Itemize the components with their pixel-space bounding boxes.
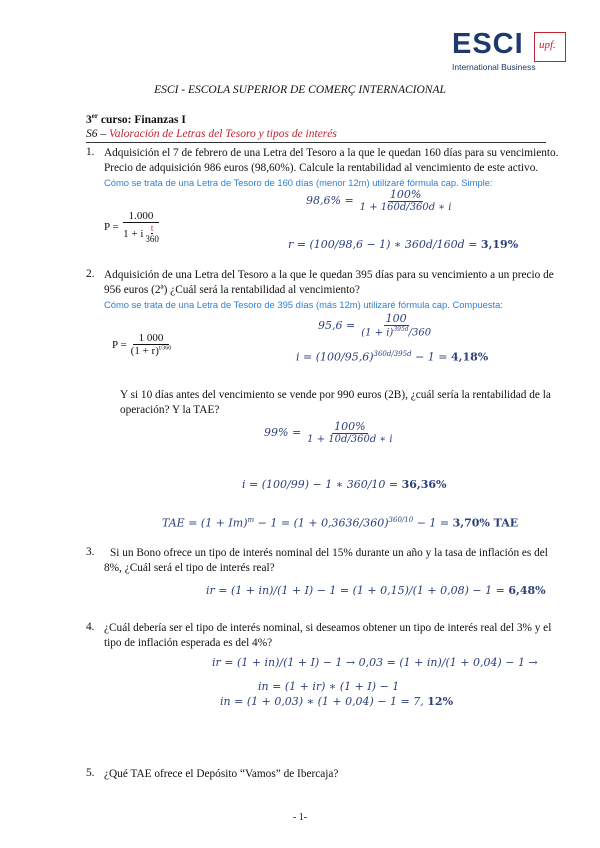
q3-text-line1: Si un Bono ofrece un tipo de interés nominal del 15% durante un año y la tasa de inflación es del: [110, 547, 548, 559]
q2-eq5-result: 3,70% TAE: [452, 516, 519, 530]
q2-eq3-num: 100%: [334, 420, 366, 433]
q2-eq2: [296, 350, 488, 364]
q4-eq3: [220, 695, 453, 708]
school-header: ESCI - ESCOLA SUPERIOR DE COMERÇ INTERNACIONAL: [154, 84, 446, 96]
q2-text-line1: Adquisición de una Letra del Tesoro a la que le quedan 395 días para su vencimiento a un precio de: [104, 269, 554, 281]
q1-eq1-den: 1 + 160d/360d ∗ i: [359, 202, 452, 213]
q2-formula-den: (1 + r): [130, 345, 159, 357]
q2-eq2-result: 4,18%: [450, 350, 489, 364]
q2-eq4-b: − 1 ∗ 360/10 =: [312, 478, 402, 491]
q2-eq1-den-tail: /360: [408, 327, 432, 339]
page-number: - 1-: [292, 812, 308, 823]
q2-eq3-den: 1 + 10d/360d ∗ i: [307, 434, 393, 445]
q4-eq1: ir = (1 + in)/(1 + I) − 1 → 0,03 = (1 + in)/(1 + 0,04) − 1 →: [212, 656, 538, 669]
course-ordinal: 3: [86, 113, 92, 126]
logo-brand: ESCI: [452, 28, 524, 60]
q2-sub-text-line1: Y si 10 días antes del vencimiento se vende por 990 euros (2B), ¿cuál sería la rentabilidad de la: [120, 389, 551, 401]
q2-eq5-exp: m: [247, 516, 255, 524]
q1-eq2-body: r = (100/98,6 − 1) ∗ 360d/160d =: [288, 238, 481, 251]
q2-eq4-result: 36,36%: [401, 478, 447, 491]
q2-formula-den-exp: t/360: [158, 345, 172, 352]
q4-eq3-body: in = (1 + 0,03) ∗ (1 + 0,04) − 1 = 7,: [220, 695, 428, 708]
q2-eq5-c: − 1 =: [416, 516, 453, 530]
q2-eq1: [318, 312, 433, 338]
q1-note: Cómo se trata de una Letra de Tesoro de 160 días (menor 12m) utilizaré fórmula cap. Simple:: [104, 177, 493, 188]
q2-sub-text-line2: operación? Y la TAE?: [120, 404, 220, 416]
q2-eq5-b: − 1 = (1 + 0,3636/360): [257, 516, 389, 530]
q2-number: 2.: [86, 268, 95, 280]
q4-text-line2: tipo de inflación esperada es del 4%?: [104, 637, 273, 649]
q1-formula-num: 1.000: [123, 210, 160, 223]
q1-eq2-result: 3,19%: [480, 238, 519, 251]
section-divider: [86, 142, 546, 143]
q2-formula-p: P =: [112, 338, 127, 351]
q1-formula-den-t: t: [150, 223, 154, 233]
q1-number: 1.: [86, 146, 95, 158]
q2-formula-num: 1 000: [133, 332, 170, 345]
q4-eq3-result: 12%: [427, 695, 454, 708]
q1-text-line2: Precio de adquisición 986 euros (98,60%). Calcule la rentabilidad al vencimiento de este activo.: [104, 162, 539, 174]
q2-eq3: [264, 420, 395, 445]
section-code: S6 –: [86, 128, 109, 140]
q2-eq2-a: i = (100/95,6): [296, 350, 374, 364]
logo-mark-text: upf.: [539, 39, 556, 51]
q5-number: 5.: [86, 767, 95, 779]
q4-eq2: in = (1 + ir) ∗ (1 + I) − 1: [258, 680, 400, 693]
q1-formula-p: P =: [104, 221, 119, 233]
q2-eq2-exp: 360d/395d: [373, 350, 412, 358]
section-topic: Valoración de Letras del Tesoro y tipos de interés: [109, 128, 337, 140]
q1-eq1-left: 98,6% =: [306, 194, 354, 207]
section-title: [86, 128, 337, 140]
q3-eq-body: ir = (1 + in)/(1 + I) − 1 = (1 + 0,15)/(1 + 0,08) − 1 =: [206, 584, 509, 597]
q1-eq1-num: 100%: [389, 188, 422, 201]
q2-eq1-den: (1 + i): [361, 327, 394, 339]
q5-text: ¿Qué TAE ofrece el Depósito “Vamos” de Ibercaja?: [104, 768, 339, 780]
q1-text-line1: Adquisición el 7 de febrero de una Letra del Tesoro a la que le quedan 160 días para su vencimiento.: [104, 147, 559, 159]
course-suffix: er: [91, 112, 98, 120]
q2-eq3-left: 99% =: [264, 426, 302, 439]
q2-eq5-a: TAE = (1 + Im): [162, 516, 248, 530]
esci-logo: [452, 28, 570, 74]
q3-eq-result: 6,48%: [508, 584, 546, 597]
q1-formula-image: [104, 210, 159, 244]
q2-note: Cómo se trata de una Letra de Tesoro de 395 días (más 12m) utilizaré fórmula cap. Compuesta:: [104, 299, 503, 310]
logo-subtitle: International Business: [452, 62, 536, 72]
course-rest: curso: Finanzas I: [97, 113, 186, 126]
q2-eq5-exp2: 360/10: [388, 516, 414, 524]
q1-eq1: [306, 188, 453, 213]
q2-eq1-left: 95,6 =: [318, 318, 356, 332]
q1-formula-den-b: 360: [145, 234, 159, 244]
q2-formula-image: [112, 332, 171, 357]
q2-eq1-num: 100: [385, 312, 407, 325]
q2-eq2-b: − 1 =: [415, 350, 451, 364]
course-title: [86, 112, 186, 126]
q1-formula-den-a: 1 + i: [123, 227, 144, 240]
q4-number: 4.: [86, 621, 95, 633]
q2-eq4: [242, 478, 447, 491]
upf-logo-mark: [534, 32, 566, 62]
q2-eq4-a: i = (100/99): [242, 478, 310, 491]
q2-eq1-den-exp: 395d: [393, 326, 409, 333]
q2-eq5: [162, 516, 518, 530]
q2-text-line2: 956 euros (2ª) ¿Cuál será la rentabilidad al vencimiento?: [104, 284, 360, 296]
q3-number: 3.: [86, 546, 95, 558]
q3-text-line2: 8%, ¿Cuál será el tipo de interés real?: [104, 562, 275, 574]
q1-eq2: [288, 238, 518, 251]
q4-text-line1: ¿Cuál debería ser el tipo de interés nominal, si deseamos obtener un tipo de interés real del 3% y el: [104, 622, 552, 634]
q3-eq: [206, 584, 546, 597]
